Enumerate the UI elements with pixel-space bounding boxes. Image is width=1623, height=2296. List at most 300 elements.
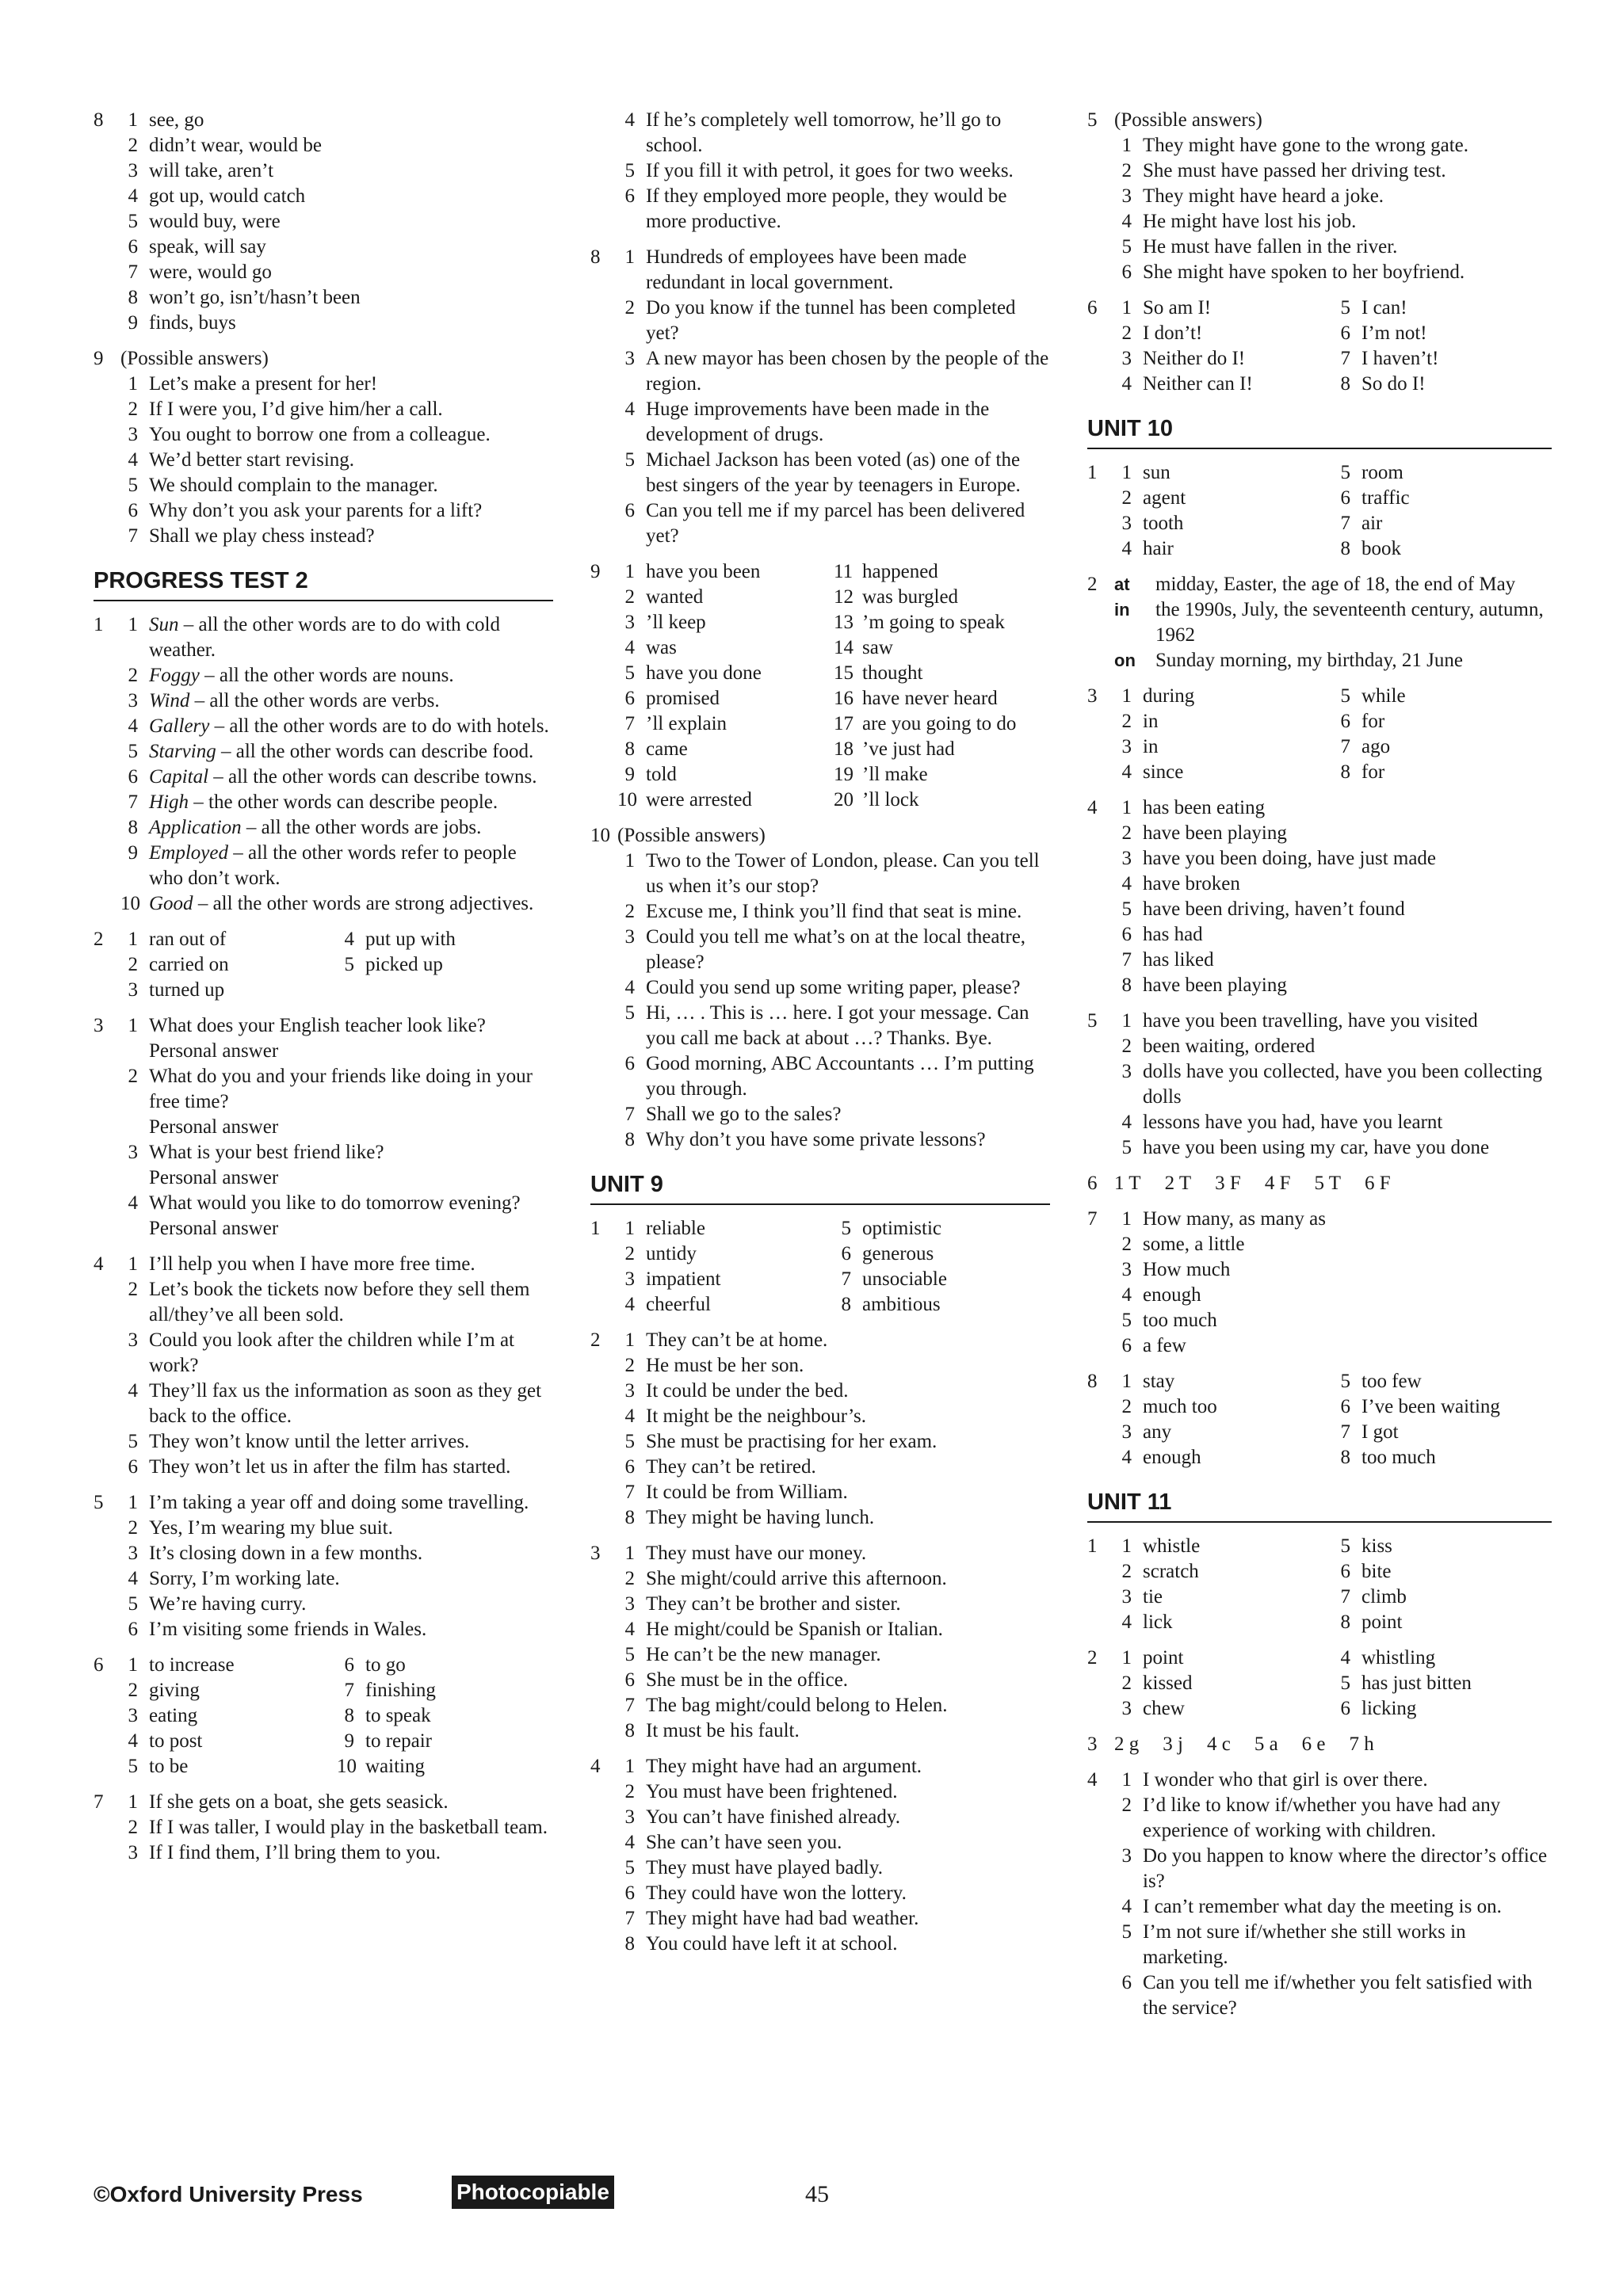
answer-item <box>1114 1696 1333 1722</box>
answer-explanation: some, a little <box>1143 1234 1245 1255</box>
answer-item <box>1333 1646 1552 1671</box>
answer-item <box>1114 1369 1333 1394</box>
answer-number: 8 <box>128 817 138 838</box>
answer-item <box>1114 1585 1333 1610</box>
answer-item <box>1114 1110 1552 1135</box>
answer-explanation: Hundreds of employees have been made redundant in local government. <box>646 246 967 293</box>
answer-explanation: waiting <box>365 1756 425 1777</box>
answer-list <box>120 1013 553 1241</box>
answer-item <box>617 1693 1050 1718</box>
answer-explanation: chew <box>1143 1698 1185 1719</box>
answer-number: 4 <box>1340 1647 1350 1669</box>
answer-explanation: You must have been frightened. <box>646 1781 898 1802</box>
exercise-block <box>1087 460 1552 562</box>
answer-number: 3 <box>624 348 635 369</box>
exercise-block <box>1087 795 1552 998</box>
answer-explanation: I’ve been waiting <box>1361 1396 1500 1417</box>
answer-explanation: ’ll explain <box>646 713 727 734</box>
answer-text <box>1361 760 1552 785</box>
answer-text <box>646 635 834 661</box>
answer-text <box>149 235 553 260</box>
answer-item <box>120 1140 553 1191</box>
answer-item <box>1114 1420 1333 1445</box>
answer-item <box>1114 1135 1552 1161</box>
answer-item <box>1114 321 1333 346</box>
answer-item <box>120 1815 553 1840</box>
exercise-block <box>590 1754 1050 1957</box>
answer-text <box>1143 460 1333 486</box>
answer-explanation: They could have won the lottery. <box>646 1882 907 1904</box>
answer-explanation: How much <box>1143 1259 1231 1280</box>
answer-number: 7 <box>624 1695 635 1716</box>
exercise-note: (Possible answers) <box>1114 109 1262 131</box>
answer-text <box>149 1328 553 1379</box>
answer-item <box>120 1729 337 1754</box>
answer-text <box>646 1779 1050 1805</box>
answer-text <box>149 1140 553 1191</box>
answer-number: 3 <box>624 1806 635 1828</box>
answer-text <box>646 1906 1050 1932</box>
answer-number: 6 <box>1121 924 1132 945</box>
answer-item <box>1333 684 1552 709</box>
answer-text <box>1143 133 1552 158</box>
answer-text <box>646 1805 1050 1830</box>
answer-number: 1 <box>1121 1371 1132 1392</box>
answer-number: 3 <box>128 1705 138 1726</box>
exercise-body <box>120 1790 553 1866</box>
answer-item <box>1333 321 1552 346</box>
answer-number: 2 <box>1121 487 1132 509</box>
preposition-label: in <box>1114 600 1130 620</box>
answer-explanation: It might be the neighbour’s. <box>646 1405 866 1427</box>
answer-number: 1 <box>128 614 138 635</box>
answer-explanation: has had <box>1143 924 1203 945</box>
answer-item <box>1114 1768 1552 1793</box>
answer-number: 2 <box>624 1355 635 1376</box>
answer-number: 7 <box>128 261 138 283</box>
answer-number: 4 <box>128 1730 138 1752</box>
answer-item <box>617 1241 834 1267</box>
exercise-body <box>1114 572 1552 673</box>
answer-number: 3 <box>128 424 138 445</box>
answer-text <box>646 1241 834 1267</box>
answer-text <box>149 1653 337 1678</box>
answer-number: 4 <box>128 185 138 207</box>
answer-subnote: Personal answer <box>149 1040 279 1062</box>
preposition-label: on <box>1114 650 1136 670</box>
answer-number: 8 <box>624 1720 635 1741</box>
answer-item <box>617 1932 1050 1957</box>
answer-text <box>1143 1308 1552 1333</box>
answer-text <box>149 1617 553 1642</box>
answer-explanation: much too <box>1143 1396 1217 1417</box>
answer-explanation: Michael Jackson has been voted (as) one of the best singers of the year by teenagers in Europe. <box>646 449 1021 496</box>
exercise-block <box>1087 296 1552 397</box>
answer-number: 15 <box>834 662 854 684</box>
answer-number: 7 <box>624 1908 635 1929</box>
answer-explanation: climb <box>1361 1586 1407 1608</box>
answer-item <box>337 952 553 978</box>
answer-explanation: I’ll help you when I have more free time. <box>149 1253 475 1275</box>
answer-text <box>149 448 553 473</box>
answer-list <box>617 849 1050 1153</box>
answer-number: 11 <box>834 561 854 582</box>
answer-number: 4 <box>1121 1112 1132 1133</box>
answer-text <box>646 498 1050 549</box>
answer-number: 1 <box>1121 1010 1132 1032</box>
answer-text <box>1143 235 1552 260</box>
answer-text <box>1143 1559 1333 1585</box>
answer-explanation: He must be her son. <box>646 1355 804 1376</box>
answer-text <box>646 1379 1050 1404</box>
answer-text <box>149 260 553 285</box>
exercise-number: 7 <box>94 1791 104 1813</box>
answer-number: 1 <box>128 929 138 950</box>
answer-text <box>149 714 553 739</box>
answer-explanation: Excuse me, I think you’ll find that seat is mine. <box>646 901 1022 922</box>
answer-number: 1 <box>624 850 635 871</box>
inline-answer: 7 h <box>1349 1733 1374 1755</box>
answer-explanation: Shall we play chess instead? <box>149 525 375 547</box>
answer-text <box>149 422 553 448</box>
answer-item <box>1114 1559 1333 1585</box>
answer-list <box>617 1328 1050 1531</box>
answer-item <box>617 925 1050 975</box>
answer-text <box>149 1592 553 1617</box>
answer-number: 5 <box>624 662 635 684</box>
answer-item <box>1114 536 1333 562</box>
answer-explanation: impatient <box>646 1268 721 1290</box>
answer-number: 6 <box>624 1882 635 1904</box>
answer-explanation: stay <box>1143 1371 1175 1392</box>
answer-list <box>1114 795 1552 998</box>
answer-text <box>1143 897 1552 922</box>
answer-item <box>337 1754 553 1779</box>
answer-item <box>617 1102 1050 1127</box>
answer-text <box>646 899 1050 925</box>
answer-explanation: any <box>1143 1421 1172 1443</box>
answer-number: 8 <box>1340 373 1350 395</box>
answer-item <box>120 891 553 917</box>
answer-text <box>646 711 834 737</box>
answer-item <box>1333 1559 1552 1585</box>
answer-item <box>617 788 834 813</box>
answer-number: 6 <box>128 236 138 257</box>
answer-number: 7 <box>344 1680 354 1701</box>
answer-item <box>120 663 553 688</box>
answer-item <box>1114 734 1333 760</box>
answer-explanation: untidy <box>646 1243 697 1264</box>
answer-explanation: Neither can I! <box>1143 373 1253 395</box>
answer-number: 2 <box>624 586 635 608</box>
answer-explanation: ’ll keep <box>646 612 706 633</box>
answer-number: 2 <box>128 1817 138 1838</box>
answer-text <box>646 1216 834 1241</box>
answer-explanation: eating <box>149 1705 198 1726</box>
answer-text <box>862 635 1050 661</box>
exercise-number: 6 <box>94 1654 104 1676</box>
answer-number: 2 <box>1121 1672 1132 1694</box>
answer-number: 2 <box>624 1243 635 1264</box>
answer-text <box>149 952 337 978</box>
answer-number: 3 <box>128 1543 138 1564</box>
answer-text <box>646 559 834 585</box>
answer-text <box>1143 922 1552 948</box>
answer-text <box>365 952 553 978</box>
answer-item <box>617 849 1050 899</box>
answer-text <box>1361 1585 1552 1610</box>
preposition-examples: midday, Easter, the age of 18, the end of May <box>1155 574 1516 595</box>
answer-item <box>617 610 834 635</box>
answer-text <box>646 1292 834 1318</box>
answer-item <box>617 1779 1050 1805</box>
answer-number: 7 <box>128 525 138 547</box>
answer-number: 7 <box>624 1482 635 1503</box>
answer-keyword: Foggy <box>149 665 200 686</box>
exercise-number: 9 <box>94 348 104 369</box>
inline-answer: 1 T <box>1114 1173 1141 1194</box>
answer-item <box>617 711 834 737</box>
answer-keyword: Starving <box>149 741 216 762</box>
answer-text <box>1143 1920 1552 1970</box>
answer-text <box>1143 1333 1552 1359</box>
answer-item <box>617 585 834 610</box>
inline-answer: 6 F <box>1365 1173 1391 1194</box>
answer-text <box>646 788 834 813</box>
answer-item <box>120 765 553 790</box>
answer-item <box>1114 372 1333 397</box>
answer-text <box>149 663 553 688</box>
answer-explanation: We’d better start revising. <box>149 449 355 471</box>
answer-explanation: scratch <box>1143 1561 1199 1582</box>
answer-text <box>1361 1394 1552 1420</box>
answer-text <box>646 296 1050 346</box>
preposition-label: at <box>1114 574 1130 594</box>
answer-number: 4 <box>624 1832 635 1853</box>
answer-explanation: – all the other words refer to people who don’t work. <box>149 842 517 889</box>
answer-list <box>1114 1768 1552 2021</box>
exercise-number: 1 <box>94 614 104 635</box>
answer-text <box>1143 184 1552 209</box>
exercise-number: 4 <box>1087 1769 1098 1791</box>
answer-explanation: have you done <box>646 662 762 684</box>
answer-number: 1 <box>1121 1535 1132 1557</box>
answer-number: 8 <box>624 1129 635 1150</box>
answer-text <box>646 158 1050 184</box>
inline-answer: 2 g <box>1114 1733 1140 1755</box>
answer-number: 6 <box>128 1619 138 1640</box>
answer-explanation: They might have gone to the wrong gate. <box>1143 135 1468 156</box>
answer-number: 5 <box>624 1431 635 1452</box>
exercise-body <box>1114 684 1552 785</box>
answer-item <box>617 1668 1050 1693</box>
exercise-body <box>1114 1646 1552 1722</box>
exercise-block <box>590 823 1050 1153</box>
answer-text <box>1143 1257 1552 1283</box>
answer-item <box>120 612 553 663</box>
answer-text <box>149 1678 337 1703</box>
answer-item <box>1114 760 1333 785</box>
answer-number: 4 <box>1121 1284 1132 1306</box>
answer-item <box>617 296 1050 346</box>
answer-explanation: If I was taller, I would play in the basketball team. <box>149 1817 548 1838</box>
answer-number: 5 <box>128 1431 138 1452</box>
answer-explanation: She can’t have seen you. <box>646 1832 842 1853</box>
answer-number: 1 <box>1121 797 1132 818</box>
answer-item <box>120 739 553 765</box>
answer-item <box>120 1678 337 1703</box>
exercise-body <box>120 346 553 549</box>
answer-list <box>1114 1009 1552 1161</box>
answer-number: 5 <box>1340 297 1350 318</box>
answer-explanation: turned up <box>149 979 225 1001</box>
answer-item <box>1114 1232 1552 1257</box>
exercise-number: 2 <box>1087 574 1098 595</box>
answer-text <box>646 1480 1050 1505</box>
answer-explanation: They’ll fax us the information as soon as they get back to the office. <box>149 1380 542 1427</box>
answer-number: 3 <box>128 979 138 1001</box>
answer-number: 4 <box>624 637 635 658</box>
answer-text <box>149 1840 553 1866</box>
answer-item <box>120 1064 553 1140</box>
answer-item <box>120 184 553 209</box>
answer-number: 6 <box>128 500 138 521</box>
answer-text <box>149 1516 553 1541</box>
answer-text <box>149 1064 553 1140</box>
exercise-body <box>1114 1009 1552 1161</box>
answer-explanation: She must have passed her driving test. <box>1143 160 1446 181</box>
exercise-block <box>1087 1732 1552 1757</box>
answer-text <box>365 1754 553 1779</box>
answer-item <box>617 346 1050 397</box>
answer-item <box>1333 346 1552 372</box>
page-number: 45 <box>805 2181 829 2207</box>
answer-text <box>862 686 1050 711</box>
answer-explanation: told <box>646 764 677 785</box>
answer-item <box>617 1541 1050 1566</box>
answer-subnote: Personal answer <box>149 1218 279 1239</box>
answer-explanation: tooth <box>1143 513 1184 534</box>
answer-text <box>149 1729 337 1754</box>
answer-explanation: I can! <box>1361 297 1407 318</box>
answer-number: 4 <box>624 977 635 998</box>
answer-number: 1 <box>128 373 138 395</box>
answer-number: 4 <box>624 399 635 420</box>
answer-text <box>1143 1793 1552 1844</box>
answer-number: 3 <box>1121 1845 1132 1867</box>
answer-number: 4 <box>624 109 635 131</box>
answer-item <box>1114 1793 1552 1844</box>
answer-text <box>646 1855 1050 1881</box>
answer-item <box>617 1379 1050 1404</box>
answer-item <box>1114 922 1552 948</box>
exercise-block <box>94 1790 553 1866</box>
answer-item <box>1114 709 1333 734</box>
answer-explanation: I’d like to know if/whether you have had any experience of working with children. <box>1143 1794 1501 1841</box>
answer-explanation: If she gets on a boat, she gets seasick. <box>149 1791 449 1813</box>
answer-number: 6 <box>128 1456 138 1478</box>
answer-explanation: – all the other words are verbs. <box>189 690 440 711</box>
exercise-number: 3 <box>590 1543 601 1564</box>
answer-explanation: Yes, I’m wearing my blue suit. <box>149 1517 393 1539</box>
answer-number: 3 <box>1121 513 1132 534</box>
answer-explanation: I haven’t! <box>1361 348 1439 369</box>
answer-explanation: What is your best friend like? <box>149 1142 384 1163</box>
answer-item <box>120 1790 553 1815</box>
answer-number: 1 <box>1121 1769 1132 1791</box>
answer-number: 9 <box>624 764 635 785</box>
preposition-row <box>1114 597 1552 648</box>
answer-number: 3 <box>1121 1259 1132 1280</box>
answer-number: 18 <box>834 738 854 760</box>
answer-text <box>1361 684 1552 709</box>
answer-number: 4 <box>1121 538 1132 559</box>
answer-number: 2 <box>1121 322 1132 344</box>
answer-explanation: traffic <box>1361 487 1410 509</box>
exercise-body <box>617 823 1050 1153</box>
answer-item <box>120 108 553 133</box>
answer-text <box>149 108 553 133</box>
exercise-body <box>1114 460 1552 562</box>
answer-item <box>617 686 834 711</box>
answer-number: 3 <box>624 1593 635 1615</box>
answer-text <box>646 245 1050 296</box>
answer-number: 6 <box>344 1654 354 1676</box>
answer-number: 3 <box>128 690 138 711</box>
answer-list <box>617 559 1050 813</box>
answer-number: 4 <box>128 715 138 737</box>
answer-explanation: for <box>1361 761 1385 783</box>
answer-list <box>1114 460 1552 562</box>
exercise-number: 6 <box>1087 297 1098 318</box>
column-right <box>1087 108 1552 2031</box>
answer-number: 2 <box>1121 1035 1132 1057</box>
answer-text <box>149 1541 553 1566</box>
answer-number: 4 <box>1121 761 1132 783</box>
answer-text <box>149 1191 553 1241</box>
answer-item <box>834 661 1050 686</box>
answer-item <box>617 245 1050 296</box>
answer-item <box>120 1013 553 1064</box>
answer-explanation: to repair <box>365 1730 432 1752</box>
answer-number: 5 <box>1340 1535 1350 1557</box>
answer-item <box>120 1703 337 1729</box>
answer-item <box>337 927 553 952</box>
answer-item <box>337 1653 553 1678</box>
answer-text <box>1143 1009 1552 1034</box>
exercise-body <box>617 1216 1050 1318</box>
answer-explanation: dolls have you collected, have you been collecting dolls <box>1143 1061 1542 1108</box>
answer-text <box>646 1328 1050 1353</box>
answer-explanation: Why don’t you have some private lessons? <box>646 1129 986 1150</box>
answer-text <box>365 1729 553 1754</box>
answer-explanation: They might have heard a joke. <box>1143 185 1384 207</box>
exercise-number: 5 <box>1087 109 1098 131</box>
answer-text <box>646 610 834 635</box>
exercise-body <box>1114 1534 1552 1635</box>
answer-text <box>365 1703 553 1729</box>
answer-explanation: They won’t know until the letter arrives. <box>149 1431 470 1452</box>
answer-text <box>646 108 1050 158</box>
answer-item <box>120 1754 337 1779</box>
answer-text <box>149 841 553 891</box>
answer-text <box>149 815 553 841</box>
answer-explanation: enough <box>1143 1284 1201 1306</box>
exercise-body <box>1114 296 1552 397</box>
answer-item <box>617 1292 834 1318</box>
answer-explanation: He can’t be the new manager. <box>646 1644 881 1665</box>
exercise-number: 5 <box>1087 1010 1098 1032</box>
